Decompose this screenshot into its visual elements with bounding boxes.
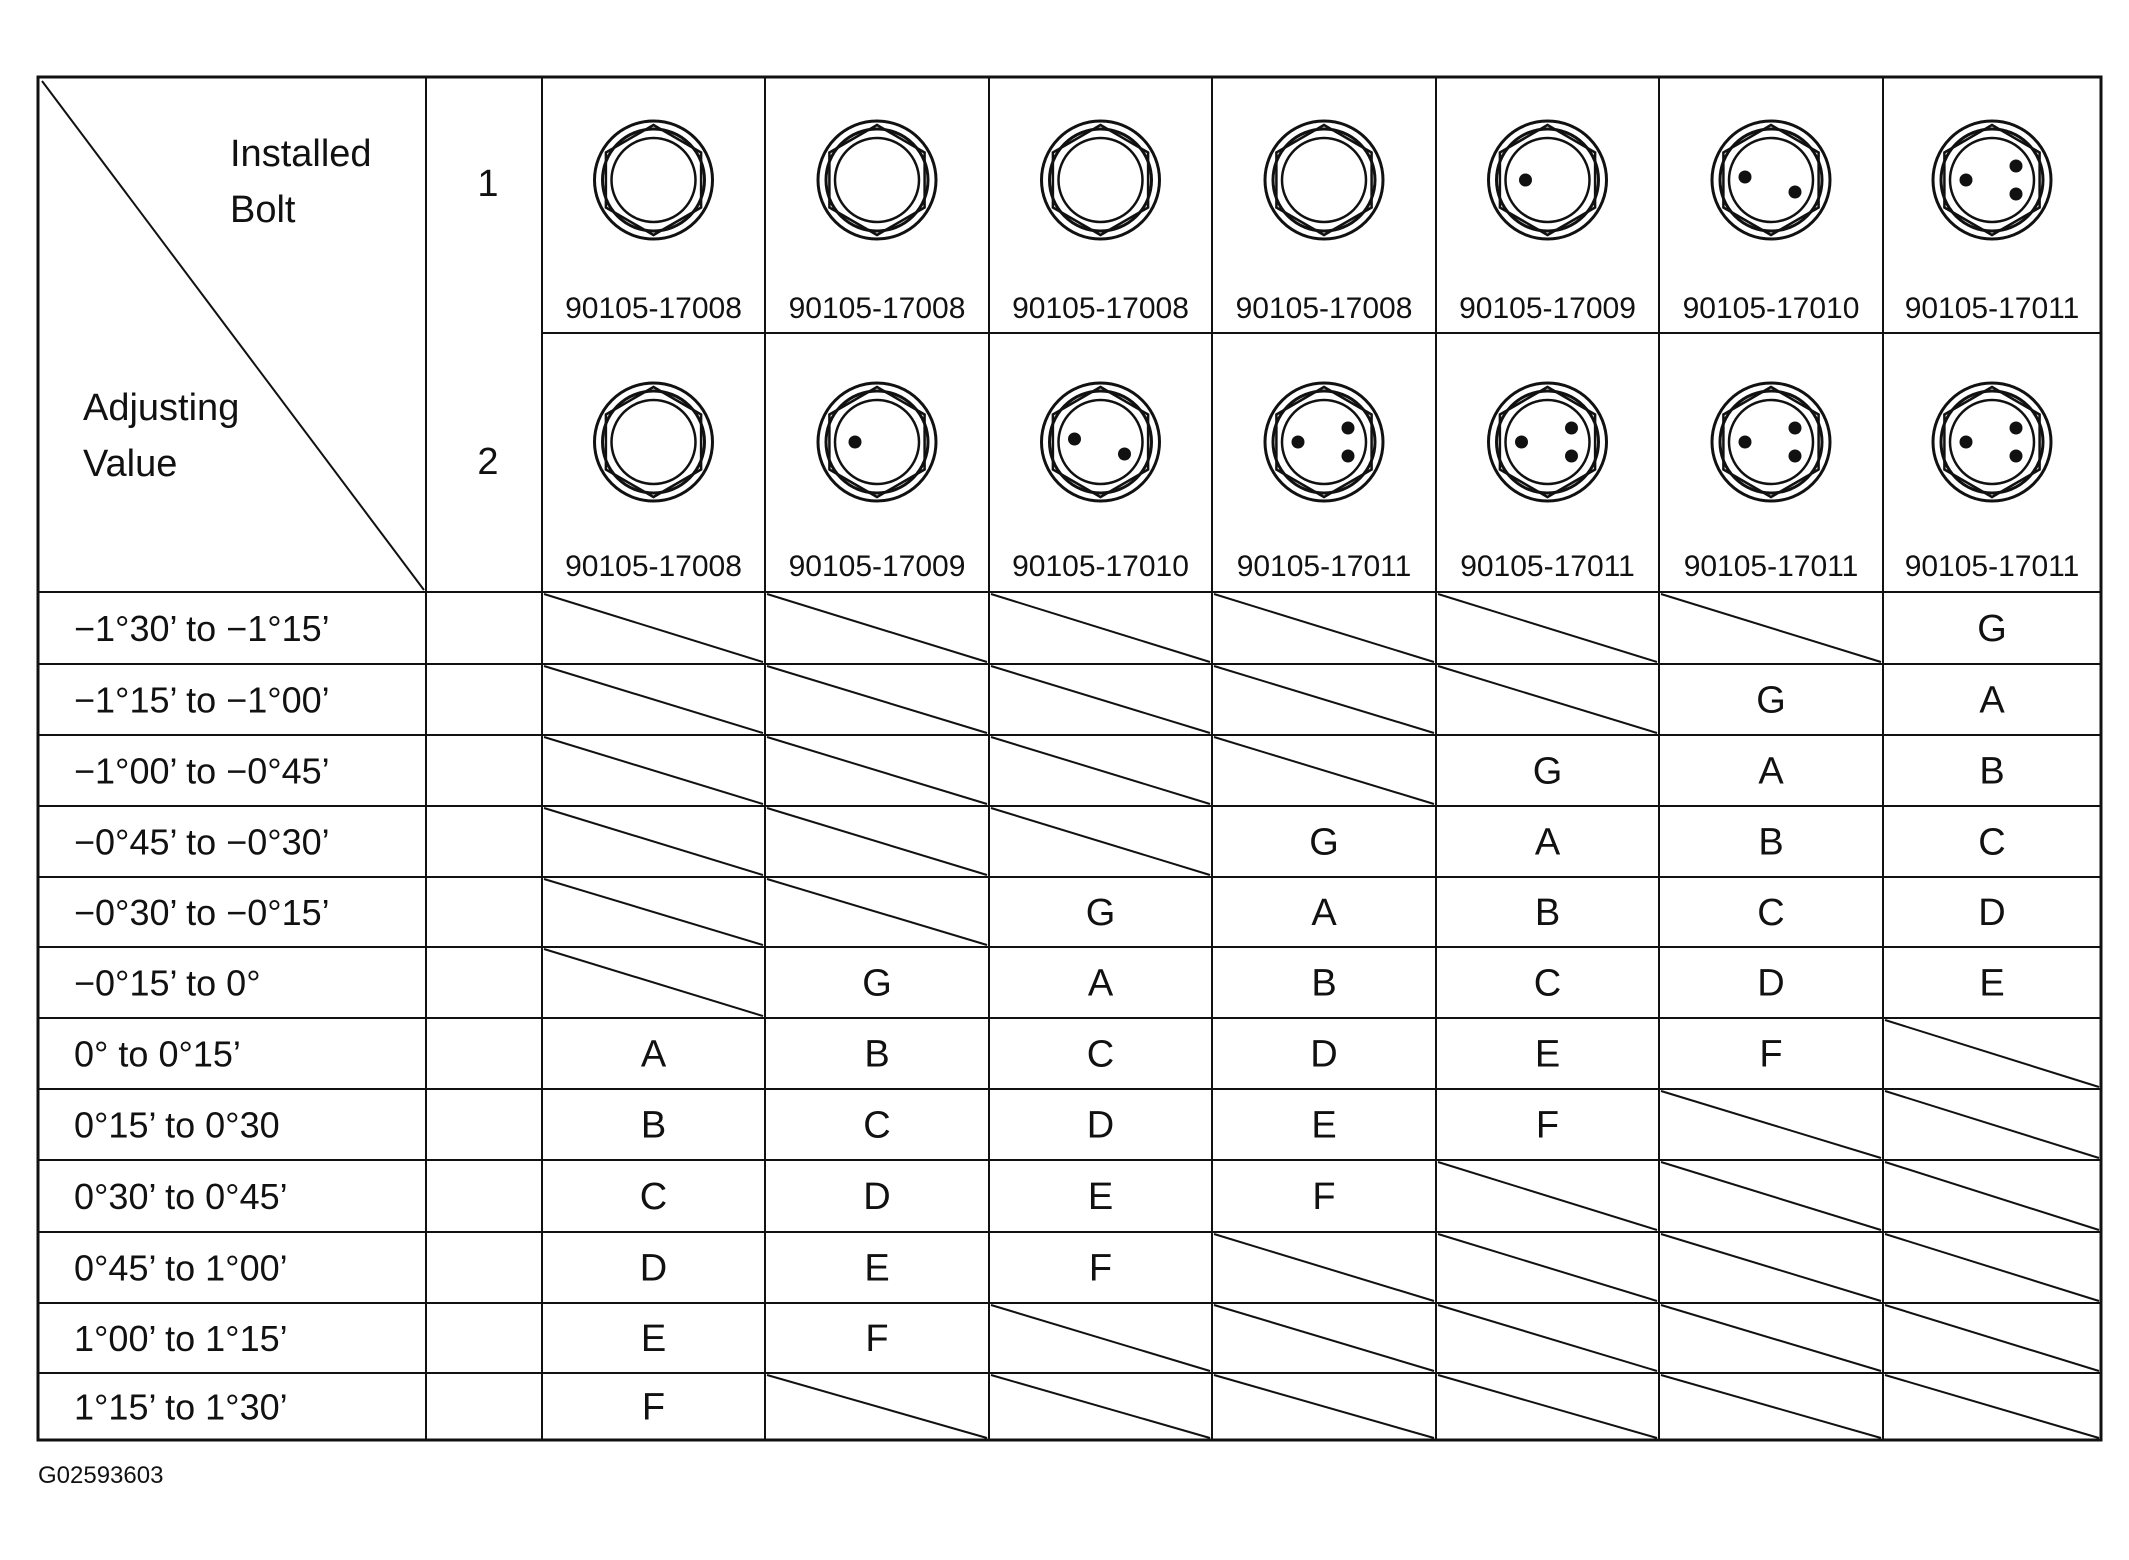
- not-applicable-strike: [1214, 1234, 1434, 1301]
- shim-code: G: [1756, 679, 1786, 722]
- table-body: [74, 594, 2099, 1438]
- hex-bolt-head-icon: [818, 383, 936, 501]
- not-applicable-strike: [1438, 666, 1657, 733]
- shim-code: A: [1758, 750, 1784, 793]
- hex-bolt-head-icon: [1933, 383, 2051, 501]
- shim-code: B: [640, 1104, 667, 1147]
- shim-code: E: [1979, 962, 2005, 1005]
- shim-code: B: [1979, 750, 2005, 793]
- not-applicable-strike: [767, 808, 987, 875]
- adjusting-value-range: 1°15’ to 1°30’: [74, 1386, 288, 1428]
- shim-code: B: [864, 1033, 890, 1076]
- shim-code: G: [862, 962, 892, 1005]
- shim-code: D: [639, 1247, 668, 1290]
- marking-dot: [1739, 171, 1752, 184]
- not-applicable-strike: [1661, 1162, 1881, 1230]
- not-applicable-strike: [1214, 1375, 1434, 1438]
- shim-code: E: [1311, 1104, 1337, 1147]
- not-applicable-strike: [1885, 1091, 2099, 1158]
- installed-bolt-part-number: 90105-17010: [1682, 292, 1860, 325]
- not-applicable-strike: [767, 666, 987, 733]
- adjusting-bolt-part-number: 90105-17011: [1460, 550, 1635, 583]
- marking-dot: [849, 436, 862, 449]
- marking-dot: [1342, 422, 1355, 435]
- installed-bolt-part-number: 90105-17008: [1235, 292, 1413, 325]
- installed-bolt-label: Bolt: [230, 189, 296, 231]
- shim-code: C: [1757, 892, 1785, 934]
- hex-bolt-head-icon: [1265, 383, 1383, 501]
- adjusting-value-range: −0°45’ to −0°30’: [74, 821, 330, 863]
- shim-code: G: [1977, 608, 2007, 650]
- adjusting-value-range: 1°00’ to 1°15’: [74, 1318, 288, 1359]
- marking-dot: [1789, 422, 1802, 435]
- shim-code: D: [863, 1176, 891, 1218]
- shim-code: B: [1534, 892, 1561, 934]
- hex-bolt-head-icon: [818, 121, 936, 239]
- marking-dot: [1118, 448, 1131, 461]
- shim-code: E: [864, 1247, 890, 1290]
- not-applicable-strike: [544, 879, 763, 945]
- shim-code: D: [1978, 892, 2006, 934]
- shim-code: G: [1085, 892, 1116, 934]
- adjusting-bolt-part-number: 90105-17011: [1683, 550, 1859, 583]
- not-applicable-strike: [1885, 1162, 2099, 1230]
- not-applicable-strike: [1885, 1375, 2099, 1438]
- adjusting-value-range: −0°15’ to 0°: [74, 962, 261, 1004]
- hex-bolt-head-icon: [1712, 383, 1830, 501]
- shim-code: A: [1087, 962, 1114, 1005]
- marking-dot: [1739, 436, 1752, 449]
- hex-bolt-head-icon: [595, 121, 713, 239]
- adjusting-bolt-part-number: 90105-17009: [788, 550, 966, 583]
- adjusting-bolt-part-number: 90105-17011: [1236, 550, 1412, 583]
- not-applicable-strike: [1438, 1375, 1657, 1438]
- hex-bolt-head-icon: [1265, 121, 1383, 239]
- marking-dot: [1515, 436, 1528, 449]
- not-applicable-strike: [1438, 594, 1657, 662]
- shim-code: F: [1759, 1033, 1783, 1076]
- hex-bolt-head-icon: [1933, 121, 2051, 239]
- not-applicable-strike: [991, 594, 1210, 662]
- not-applicable-strike: [544, 594, 763, 662]
- shim-code: E: [1534, 1033, 1561, 1076]
- figure-id: G02593603: [38, 1462, 164, 1489]
- shim-code: A: [1534, 821, 1561, 864]
- not-applicable-strike: [1661, 1375, 1881, 1438]
- marking-dot: [1960, 436, 1973, 449]
- marking-dot: [1565, 422, 1578, 435]
- shim-code: F: [1535, 1104, 1560, 1147]
- not-applicable-strike: [1885, 1234, 2099, 1301]
- installed-bolt-label: Installed: [230, 133, 372, 175]
- not-applicable-strike: [767, 879, 987, 945]
- marking-dot: [2010, 450, 2023, 463]
- marking-dot: [1292, 436, 1305, 449]
- adjusting-value-label: Adjusting: [83, 387, 240, 429]
- not-applicable-strike: [991, 1375, 1210, 1438]
- marking-dot: [1789, 186, 1802, 199]
- adjusting-value-range: 0°30’ to 0°45’: [74, 1176, 288, 1217]
- table-grid: [38, 77, 2101, 1440]
- not-applicable-strike: [991, 808, 1210, 875]
- shim-code: D: [1086, 1104, 1115, 1147]
- shim-code: B: [1311, 962, 1337, 1005]
- shim-code: D: [1310, 1033, 1338, 1076]
- marking-dot: [2010, 422, 2023, 435]
- adjusting-value-range: −0°30’ to −0°15’: [74, 892, 330, 933]
- shim-code: C: [1533, 962, 1562, 1005]
- adjusting-value-range: 0°45’ to 1°00’: [74, 1247, 288, 1289]
- marking-dot: [2010, 188, 2023, 201]
- not-applicable-strike: [767, 594, 987, 662]
- not-applicable-strike: [1214, 737, 1434, 804]
- hex-bolt-head-icon: [1712, 121, 1830, 239]
- marking-dot: [2010, 160, 2023, 173]
- shim-code: F: [1088, 1247, 1113, 1290]
- not-applicable-strike: [544, 949, 763, 1016]
- adjusting-value-range: −1°30’ to −1°15’: [74, 608, 330, 649]
- adjusting-value-range: 0° to 0°15’: [74, 1033, 241, 1075]
- not-applicable-strike: [991, 737, 1210, 804]
- hex-bolt-head-icon: [1489, 121, 1607, 239]
- not-applicable-strike: [1214, 1305, 1434, 1371]
- shim-code: C: [863, 1104, 891, 1147]
- installed-bolt-part-number: 90105-17008: [1012, 292, 1189, 325]
- not-applicable-strike: [767, 1375, 987, 1438]
- not-applicable-strike: [1438, 1234, 1657, 1301]
- adjusting-value-range: 0°15’ to 0°30: [74, 1104, 280, 1146]
- marking-dot: [1565, 450, 1578, 463]
- not-applicable-strike: [1661, 1305, 1881, 1371]
- installed-bolt-part-number: 90105-17008: [788, 292, 966, 325]
- shim-code: D: [1757, 962, 1785, 1005]
- shim-code: A: [1311, 892, 1337, 934]
- shim-code: A: [1979, 679, 2005, 722]
- hex-bolt-head-icon: [595, 383, 713, 501]
- not-applicable-strike: [544, 666, 763, 733]
- not-applicable-strike: [991, 1305, 1210, 1371]
- not-applicable-strike: [1438, 1162, 1657, 1230]
- adjusting-bolt-part-number: 90105-17008: [565, 550, 742, 583]
- not-applicable-strike: [1214, 594, 1434, 662]
- bolt-row-2-label: 2: [477, 441, 499, 483]
- not-applicable-strike: [767, 737, 987, 804]
- marking-dot: [1519, 174, 1532, 187]
- adjusting-bolt-part-number: 90105-17011: [1904, 550, 2080, 583]
- installed-bolt-part-number: 90105-17009: [1459, 292, 1636, 325]
- table-header: [42, 81, 2079, 590]
- adjusting-value-range: −1°15’ to −1°00’: [74, 679, 330, 721]
- not-applicable-strike: [1885, 1020, 2099, 1087]
- not-applicable-strike: [1438, 1305, 1657, 1371]
- marking-dot: [1789, 450, 1802, 463]
- not-applicable-strike: [1661, 1234, 1881, 1301]
- not-applicable-strike: [1661, 594, 1881, 662]
- installed-bolt-part-number: 90105-17008: [565, 292, 742, 325]
- adjusting-value-label: Value: [83, 443, 178, 485]
- hex-bolt-head-icon: [1042, 121, 1160, 239]
- installed-bolt-part-number: 90105-17011: [1904, 292, 2080, 325]
- hex-bolt-head-icon: [1489, 383, 1607, 501]
- not-applicable-strike: [544, 737, 763, 804]
- adjusting-value-range: −1°00’ to −0°45’: [74, 750, 330, 792]
- shim-code: F: [1312, 1176, 1336, 1218]
- marking-dot: [1960, 174, 1973, 187]
- shim-code: E: [640, 1318, 667, 1360]
- shim-code: A: [640, 1033, 667, 1076]
- shim-code: B: [1758, 821, 1784, 864]
- not-applicable-strike: [1214, 666, 1434, 733]
- marking-dot: [1068, 433, 1081, 446]
- hex-bolt-head-icon: [1042, 383, 1160, 501]
- shim-code: G: [1309, 821, 1339, 864]
- shim-code: C: [639, 1176, 668, 1218]
- bolt-row-1-label: 1: [477, 163, 499, 205]
- adjusting-bolt-part-number: 90105-17010: [1012, 550, 1189, 583]
- table-border: [38, 77, 2101, 1440]
- marking-dot: [1342, 450, 1355, 463]
- shim-code: E: [1087, 1176, 1114, 1218]
- shim-code: F: [865, 1318, 889, 1360]
- not-applicable-strike: [544, 808, 763, 875]
- not-applicable-strike: [1885, 1305, 2099, 1371]
- shim-code: G: [1532, 750, 1563, 793]
- not-applicable-strike: [991, 666, 1210, 733]
- shim-code: F: [641, 1386, 666, 1429]
- shim-code: C: [1978, 821, 2006, 864]
- shim-code: C: [1086, 1033, 1115, 1076]
- not-applicable-strike: [1661, 1091, 1881, 1158]
